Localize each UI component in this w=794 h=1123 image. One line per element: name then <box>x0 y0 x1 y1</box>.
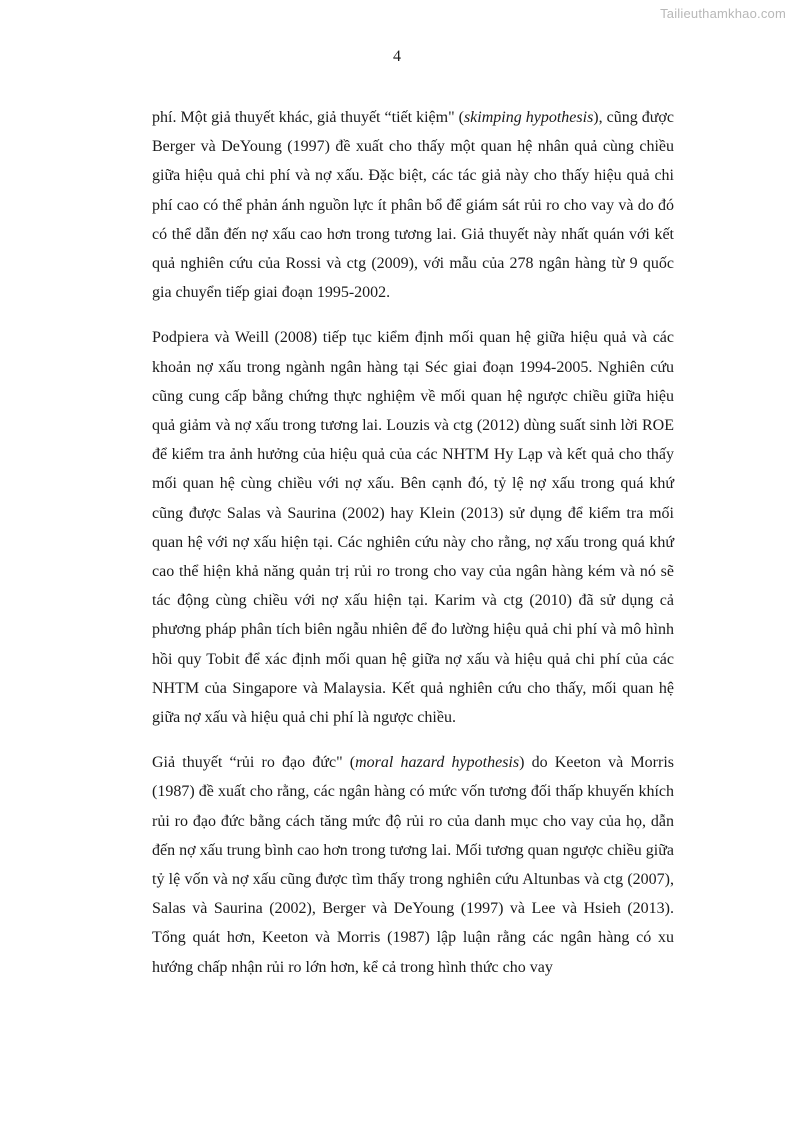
italic-term: moral hazard hypothesis <box>355 754 520 772</box>
paragraph <box>152 323 674 732</box>
text-run: Podpiera và Weill (2008) tiếp tục kiểm định mối quan hệ giữa hiệu quả và các khoản nợ xấu trong ngành ngân hàng tại Séc giai đoạn 1994-2005. Nghiên cứu cũng cung cấp bằng chứng thực nghiệm về mối quan hệ ngược chiều giữa hiệu quả giảm và nợ xấu trong tương lai. Louzis và ctg (2012) dùng suất sinh lời ROE để kiểm tra ảnh hưởng của hiệu quả của các NHTM Hy Lạp và kết quả cho thấy mối quan hệ cùng chiều với nợ xấu. Bên cạnh đó, tỷ lệ nợ xấu trong quá khứ cũng được Salas và Saurina (2002) hay Klein (2013) sử dụng để kiểm tra mối quan hệ với nợ xấu hiện tại. Các nghiên cứu này cho rằng, nợ xấu trong quá khứ cao thể hiện khả năng quản trị rủi ro trong cho vay của ngân hàng kém và nó sẽ tác động cùng chiều với nợ xấu hiện tại. Karim và ctg (2010) đã sử dụng cả phương pháp phân tích biên ngẫu nhiên để đo lường hiệu quả chi phí và mô hình hồi quy Tobit để xác định mối quan hệ giữa nợ xấu và hiệu quả chi phí của các NHTM của Singapore và Malaysia. Kết quả nghiên cứu cho thấy, mối quan hệ giữa nợ xấu và hiệu quả chi phí là ngược chiều. <box>152 329 674 727</box>
text-run: ), cũng được Berger và DeYoung (1997) đề xuất cho thấy một quan hệ nhân quả cùng chiều giữa hiệu quả chi phí và nợ xấu. Đặc biệt, các tác giả này cho thấy hiệu quả chi phí cao có thể phản ánh nguồn lực ít phân bổ để giám sát rủi ro cho vay và do đó có thể dẫn đến nợ xấu cao hơn trong tương lai. Giả thuyết này nhất quán với kết quả nghiên cứu của Rossi và ctg (2009), với mẫu của 278 ngân hàng từ 9 quốc gia chuyển tiếp giai đoạn 1995-2002. <box>152 109 674 302</box>
text-run: ) do Keeton và Morris (1987) đề xuất cho rằng, các ngân hàng có mức vốn tương đối thấp khuyến khích rủi ro đạo đức bằng cách tăng mức độ rủi ro của danh mục cho vay của họ, dẫn đến nợ xấu trung bình cao hơn trong tương lai. Mối tương quan ngược chiều giữa tỷ lệ vốn và nợ xấu cũng được tìm thấy trong nghiên cứu Altunbas và ctg (2007), Salas và Saurina (2002), Berger và DeYoung (1997) và Lee và Hsieh (2013). Tổng quát hơn, Keeton và Morris (1987) lập luận rằng các ngân hàng có xu hướng chấp nhận rủi ro lớn hơn, kể cả trong hình thức cho vay <box>152 754 675 976</box>
page-number: 4 <box>393 48 401 65</box>
paragraph <box>152 748 674 982</box>
paragraph <box>152 103 674 307</box>
watermark: Tailieuthamkhao.com <box>660 6 786 21</box>
text-run: phí. Một giả thuyết khác, giả thuyết “tiết kiệm" ( <box>152 109 464 126</box>
italic-term: skimping hypothesis <box>463 109 594 126</box>
document-body <box>152 103 674 998</box>
text-run: Giả thuyết “rủi ro đạo đức" ( <box>152 754 356 772</box>
